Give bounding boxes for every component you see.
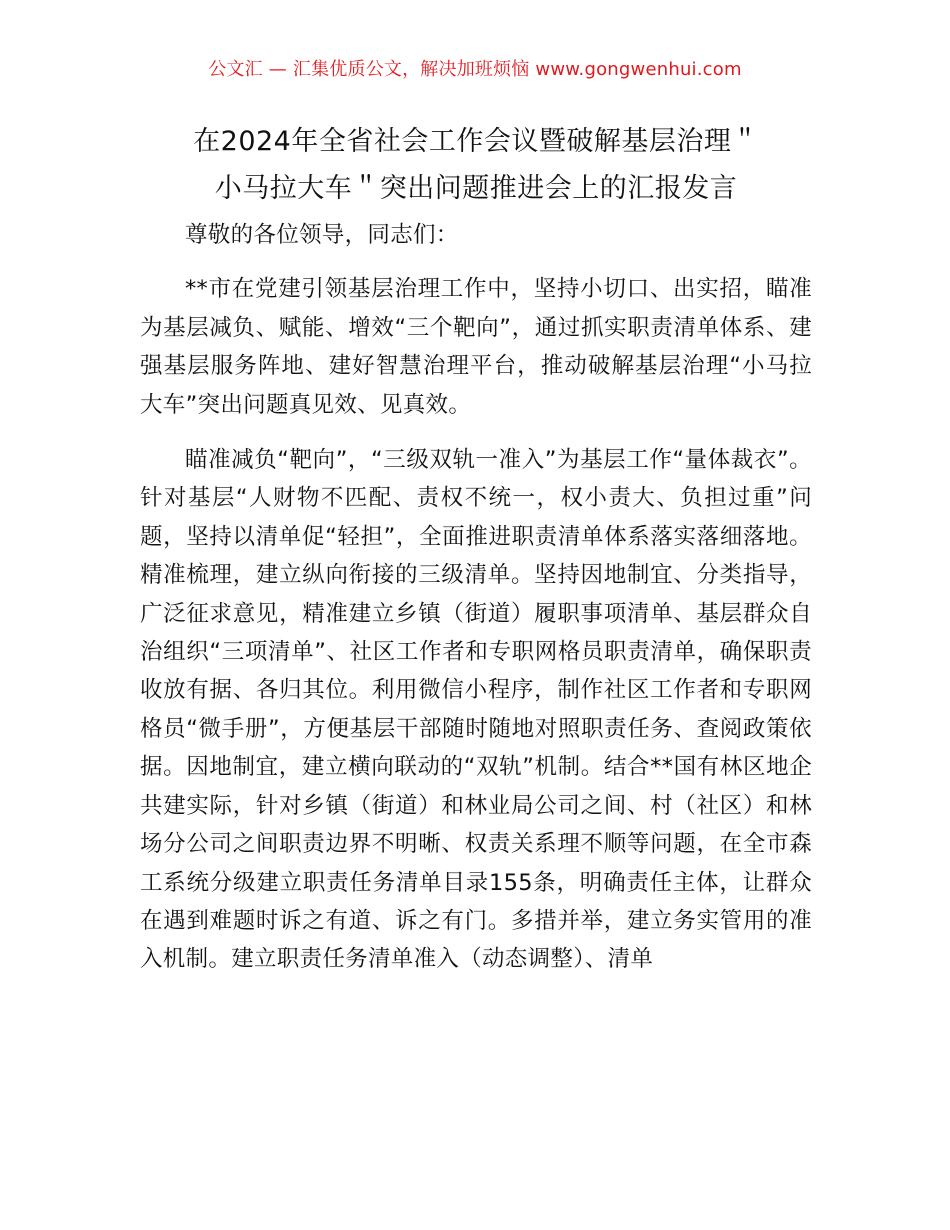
header-banner: 公文汇 — 汇集优质公文，解决加班烦恼 www.gongwenhui.com: [208, 59, 742, 80]
document-title: [140, 118, 812, 212]
paragraph-1: **市在党建引领基层治理工作中，坚持小切口、出实招，瞄准为基层减负、赋能、增效“三个靶向”，通过抓实职责清单体系、建强基层服务阵地、建好智慧治理平台，推动破解基层治理“小马拉大车”突出问题真见效、见真效。: [140, 276, 812, 418]
paragraph-2: 瞄准减负“靶向”，“三级双轨一准入”为基层工作“量体裁衣”。针对基层“人财物不匹配、责权不统一，权小责大、负担过重”问题，坚持以清单促“轻担”，全面推进职责清单体系落实落细落地。精准梳理，建立纵向衔接的三级清单。坚持因地制宜、分类指导，广泛征求意见，精准建立乡镇（街道）履职事项清单、基层群众自治组织“三项清单”、社区工作者和专职网格员职责清单，确保职责收放有据、各归其位。利用微信小程序，制作社区工作者和专职网格员“微手册”，方便基层干部随时随地对照职责任务、查阅政策依据。因地制宜，建立横向联动的“双轨”机制。结合**国有林区地企共建实际，针对乡镇（街道）和林业局公司之间、村（社区）和林场分公司之间职责边界不明晰、权责关系理不顺等问题，在全市森工系统分级建立职责任务清单目录155条，明确责任主体，让群众在遇到难题时诉之有道、诉之有门。多措并举，建立务实管用的准入机制。建立职责任务清单准入（动态调整）、清单: [140, 447, 812, 973]
salutation: 尊敬的各位领导，同志们：: [185, 222, 459, 248]
title-line-2: 小马拉大车＂突出问题推进会上的汇报发言: [214, 173, 738, 204]
title-line-1: 在2024年全省社会工作会议暨破解基层治理＂: [193, 126, 759, 157]
document-body: [140, 118, 812, 979]
